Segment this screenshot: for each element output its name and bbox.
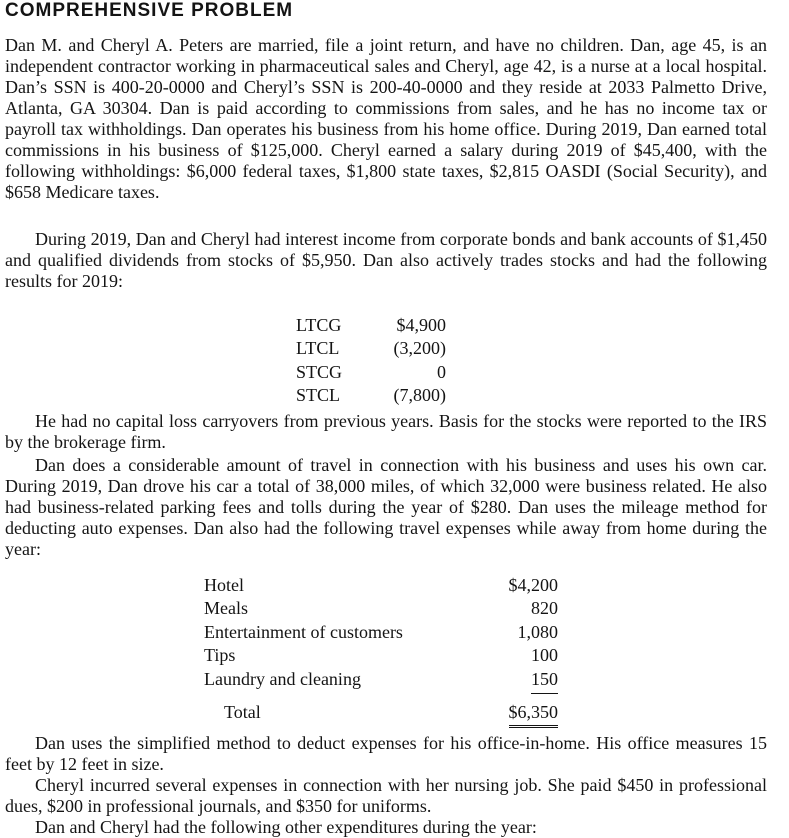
travel-row-hotel [204, 574, 558, 597]
travel-row-tips [204, 644, 558, 667]
travel-label: Meals [204, 598, 248, 619]
paragraph-investment-income: During 2019, Dan and Cheryl had interest income from corporate bonds and bank accounts of $1,450 and qualified dividends from stocks of $5,950. Dan also actively trades stocks and had the following results for 2019: [5, 229, 767, 291]
stock-row-stcg [296, 361, 446, 384]
travel-row-entertainment [204, 621, 558, 644]
travel-row-total [204, 701, 558, 728]
stock-label: LTCG [296, 315, 342, 335]
stock-value: (7,800) [393, 385, 446, 406]
travel-amount: 150 [531, 668, 558, 694]
stock-value: (3,200) [393, 338, 446, 359]
paragraph-travel: Dan does a considerable amount of travel in connection with his business and uses his own car. During 2019, Dan drove his car a total of 38,000 miles, of which 32,000 were business related. He also had business-related parking fees and tolls during the year of $280. Dan uses the mileage method for deducting auto expenses. Dan also had the following travel expenses while away from home during the year: [5, 455, 767, 559]
travel-amount: 820 [531, 598, 558, 619]
stock-row-ltcl [296, 337, 446, 360]
travel-row-meals [204, 597, 558, 620]
travel-amount: 1,080 [517, 621, 558, 642]
travel-total-amount: $6,350 [509, 701, 559, 728]
travel-label: Entertainment of customers [204, 621, 403, 642]
travel-total-label: Total [224, 702, 261, 723]
stock-row-stcl [296, 384, 446, 407]
travel-label: Hotel [204, 575, 244, 595]
travel-label: Laundry and cleaning [204, 668, 361, 689]
stock-label: LTCL [296, 338, 340, 359]
stock-row-ltcg [296, 314, 446, 337]
paragraph-capital-loss: He had no capital loss carryovers from previous years. Basis for the stocks were reported to the IRS by the brokerage firm. [5, 411, 767, 452]
paragraph-other-expenditures: Dan and Cheryl had the following other expenditures during the year: [35, 817, 537, 837]
problem-heading: COMPREHENSIVE PROBLEM [5, 0, 294, 21]
travel-label: Tips [204, 645, 236, 666]
stock-value: $4,900 [396, 315, 446, 335]
travel-row-laundry [204, 668, 558, 694]
travel-amount: 100 [531, 645, 558, 666]
stock-results-table [296, 314, 446, 408]
stock-label: STCL [296, 385, 341, 406]
travel-amount: $4,200 [508, 575, 558, 595]
paragraph-taxpayer-info: Dan M. and Cheryl A. Peters are married, file a joint return, and have no children. Dan, age 45, is an independent contractor working in pharmaceutical sales and Cheryl, age 42, is a nurse at a local hospital. Dan’s SSN is 400-20-0000 and Cheryl’s SSN is 200-40-0000 and they reside at 2033 Palmetto Drive, Atlanta, GA 30304. Dan is paid according to commissions from sales, and he has no income tax or payroll tax withholdings. Dan operates his business from his home office. During 2019, Dan earned total commissions in his business of $125,000. Cheryl earned a salary during 2019 of $45,400, with the following withholdings: $6,000 federal taxes, $1,800 state taxes, $2,815 OASDI (Social Security), and $658 Medicare taxes. [5, 35, 767, 202]
stock-value: 0 [437, 361, 446, 382]
paragraph-nursing-expenses: Cheryl incurred several expenses in connection with her nursing job. She paid $450 in professional dues, $200 in professional journals, and $350 for uniforms. [5, 775, 767, 816]
travel-expenses-table [204, 574, 558, 728]
stock-label: STCG [296, 361, 343, 382]
paragraph-office-in-home: Dan uses the simplified method to deduct expenses for his office-in-home. His office measures 15 feet by 12 feet in size. [5, 733, 767, 774]
